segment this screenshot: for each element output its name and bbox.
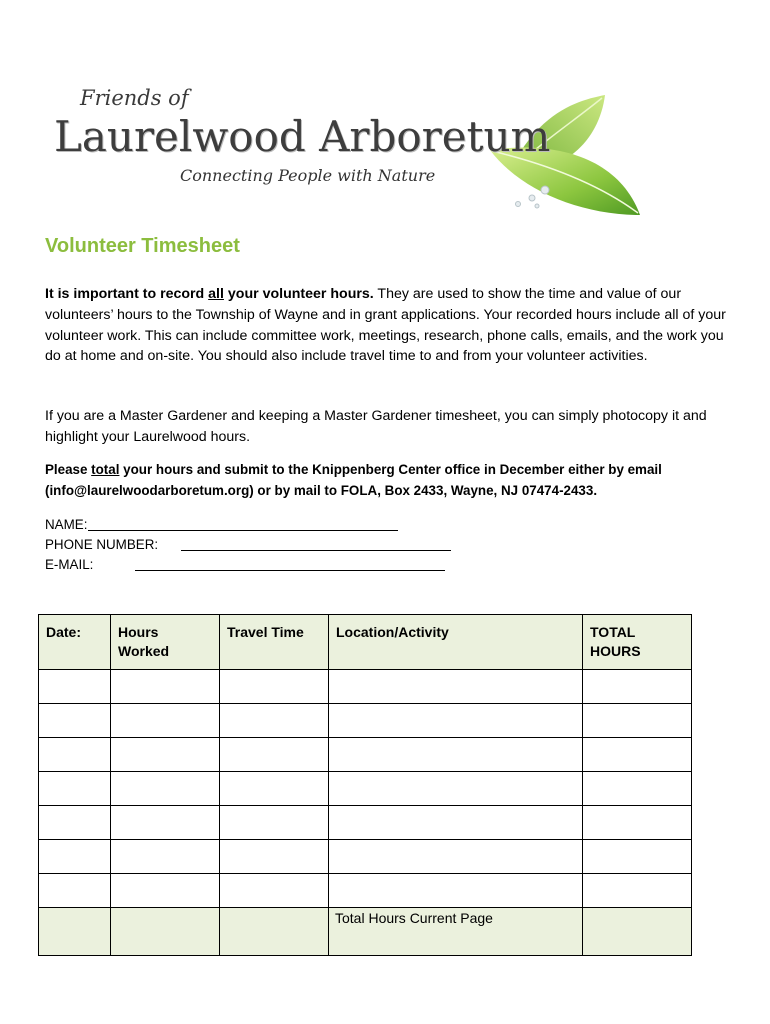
header-location-activity: Location/Activity <box>329 615 583 670</box>
cell-location[interactable] <box>329 840 583 874</box>
cell-hours[interactable] <box>111 806 220 840</box>
cell-total-date[interactable] <box>39 908 111 956</box>
phone-field-label: PHONE NUMBER: <box>45 537 159 552</box>
cell-hours[interactable] <box>111 772 220 806</box>
cell-location[interactable] <box>329 704 583 738</box>
cell-travel[interactable] <box>220 874 329 908</box>
cell-total-hours[interactable] <box>111 908 220 956</box>
table-header-row <box>39 615 692 670</box>
cell-travel[interactable] <box>220 704 329 738</box>
table-row <box>39 772 692 806</box>
cell-travel[interactable] <box>220 840 329 874</box>
cell-location[interactable] <box>329 806 583 840</box>
header-travel-time: Travel Time <box>220 615 329 670</box>
header-total-hours: TOTAL HOURS <box>583 615 692 670</box>
cell-total[interactable] <box>583 840 692 874</box>
master-gardener-note: If you are a Master Gardener and keeping a Master Gardener timesheet, you can simply photocopy it and highlight your Laurelwood hours. <box>45 408 707 445</box>
cell-total-sum[interactable] <box>583 908 692 956</box>
cell-total-label <box>329 908 583 956</box>
cell-total[interactable] <box>583 704 692 738</box>
cell-travel[interactable] <box>220 806 329 840</box>
cell-hours[interactable] <box>111 738 220 772</box>
email-field-line[interactable] <box>135 570 445 571</box>
cell-travel[interactable] <box>220 738 329 772</box>
logo-tagline: Connecting People with Nature <box>180 166 436 185</box>
name-field-line[interactable] <box>88 530 398 531</box>
header-hours-worked: Hours Worked <box>111 615 220 670</box>
cell-date[interactable] <box>39 670 111 704</box>
cell-date[interactable] <box>39 806 111 840</box>
cell-total[interactable] <box>583 738 692 772</box>
table-row <box>39 874 692 908</box>
cell-date[interactable] <box>39 874 111 908</box>
cell-date[interactable] <box>39 738 111 772</box>
cell-location[interactable] <box>329 738 583 772</box>
phone-field-line[interactable] <box>181 550 451 551</box>
header-date: Date: <box>39 615 111 670</box>
submit-instructions: Please total your hours and submit to the Knippenberg Center office in December either by email (info@laurelwoodarboretum.org) or by mail to FOLA, Box 2433, Wayne, NJ 07474-2433. <box>45 462 662 498</box>
cell-hours[interactable] <box>111 670 220 704</box>
logo-title: Laurelwood Arboretum <box>54 112 551 161</box>
cell-location[interactable] <box>329 670 583 704</box>
cell-travel[interactable] <box>220 670 329 704</box>
name-field-label: NAME: <box>45 517 88 532</box>
cell-hours[interactable] <box>111 840 220 874</box>
table-total-row <box>39 908 692 956</box>
cell-date[interactable] <box>39 704 111 738</box>
cell-travel[interactable] <box>220 772 329 806</box>
cell-total[interactable] <box>583 772 692 806</box>
total-hours-current-page-label: Total Hours Current Page <box>335 910 493 926</box>
table-row <box>39 670 692 704</box>
logo-friends-of: Friends of <box>80 86 189 110</box>
table-row <box>39 704 692 738</box>
page-title: Volunteer Timesheet <box>45 235 240 257</box>
table-row <box>39 806 692 840</box>
table-row <box>39 738 692 772</box>
cell-location[interactable] <box>329 874 583 908</box>
cell-total[interactable] <box>583 670 692 704</box>
cell-total[interactable] <box>583 874 692 908</box>
cell-date[interactable] <box>39 840 111 874</box>
cell-total-travel[interactable] <box>220 908 329 956</box>
cell-hours[interactable] <box>111 704 220 738</box>
cell-total[interactable] <box>583 806 692 840</box>
cell-location[interactable] <box>329 772 583 806</box>
table-row <box>39 840 692 874</box>
cell-hours[interactable] <box>111 874 220 908</box>
cell-date[interactable] <box>39 772 111 806</box>
timesheet-table <box>38 614 692 956</box>
email-field-label: E-MAIL: <box>45 557 94 572</box>
intro-paragraph: It is important to record all your volunteer hours. They are used to show the time and value of our volunteers’ hours to the Township of Wayne and in grant applications. Your recorded hours include all of your volunteer work. This can include committee work, meetings, research, phone calls, emails, and the work you do at home and on-site. You should also include travel time to and from your volunteer activities. <box>45 286 726 365</box>
